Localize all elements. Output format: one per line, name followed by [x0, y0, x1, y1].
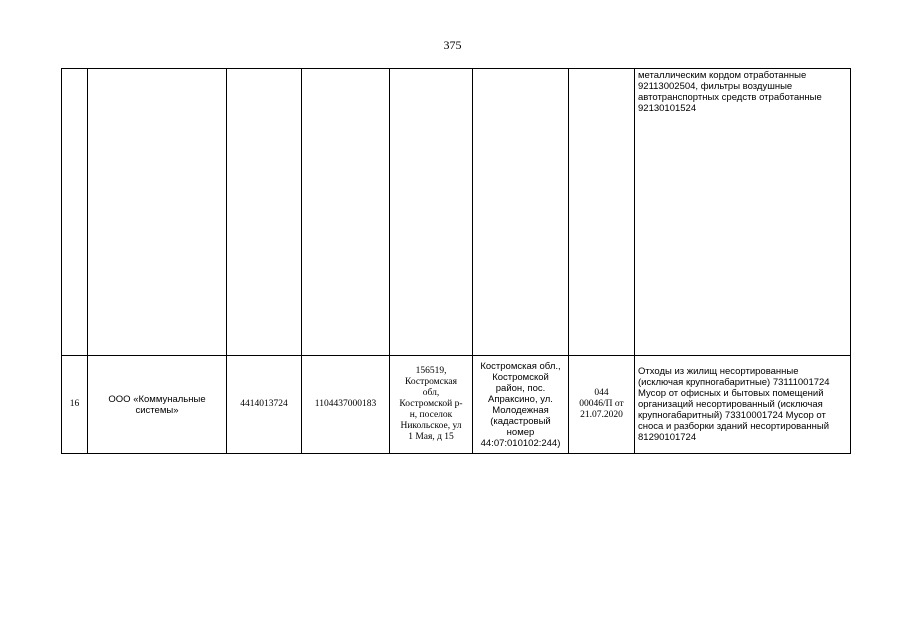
cell-waste: Отходы из жилищ несортированные (исключая крупногабаритные) 73111001724 Мусор от офисных и бытовых помещений организаций несортированный (исключая крупногабаритный) 73310001724 Мусор от сноса и разборки зданий несортированный 81290101724 [635, 356, 851, 454]
cell-inn: 4414013724 [227, 356, 302, 454]
cell-name: ООО «Коммунальные системы» [88, 356, 227, 454]
cell-ogrn [302, 69, 390, 356]
registry-table [61, 68, 851, 454]
cell-object-address [473, 69, 569, 356]
cell-name [88, 69, 227, 356]
cell-number [62, 69, 88, 356]
cell-license [569, 69, 635, 356]
cell-address [390, 69, 473, 356]
cell-license: 044 00046/П от 21.07.2020 [569, 356, 635, 454]
page-number: 375 [443, 38, 462, 52]
cell-object-address: Костромская обл., Костромской район, пос. Апраксино, ул. Молодежная (кадастровый номер 44:07:010102:244) [473, 356, 569, 454]
cell-address: 156519, Костромская обл, Костромской р- н, поселок Никольское, ул 1 Мая, д 15 [390, 356, 473, 454]
cell-inn [227, 69, 302, 356]
cell-ogrn: 1104437000183 [302, 356, 390, 454]
table-row [62, 356, 851, 454]
cell-waste: металлическим кордом отработанные 92113002504, фильтры воздушные автотранспортных средств отработанные 92130101524 [635, 69, 851, 356]
cell-number: 16 [62, 356, 88, 454]
table-row [62, 69, 851, 356]
